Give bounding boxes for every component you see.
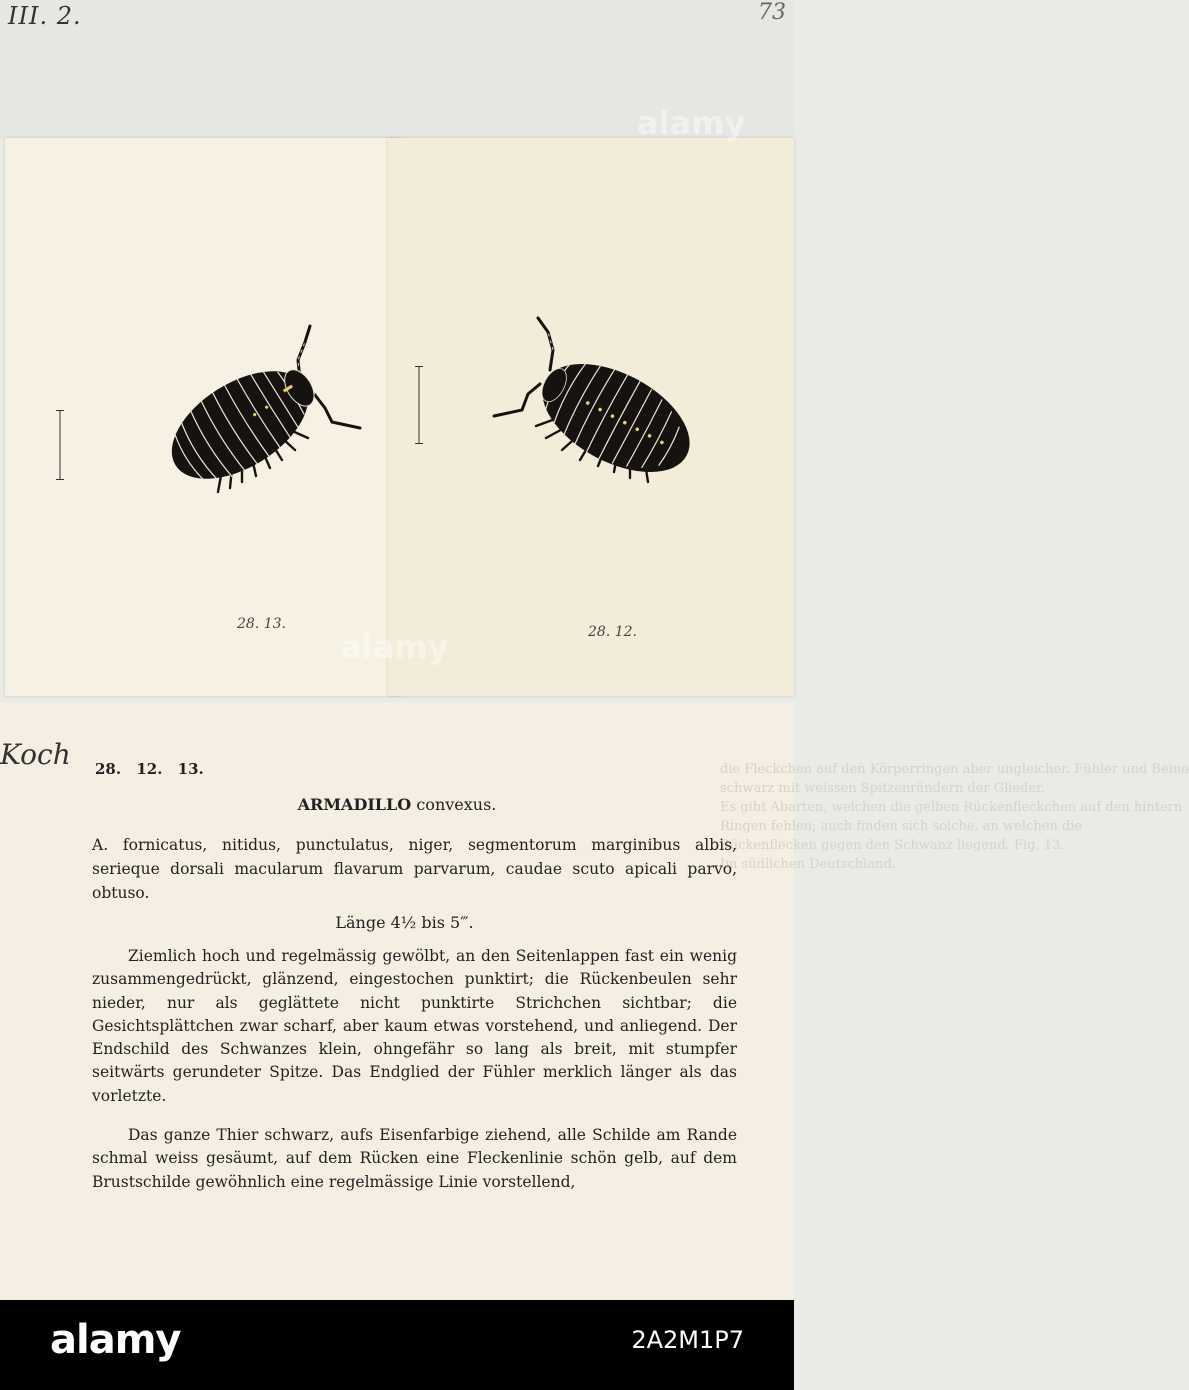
brand-logo: alamy <box>50 1317 181 1363</box>
margin-annotation: Koch <box>0 738 71 771</box>
woodlouse-specimen-right <box>488 310 703 515</box>
description-paragraph-1: Ziemlich hoch und regelmässig gewölbt, an den Seitenlappen fast ein wenig zusammengedrückt, glänzend, eingestochen punktirt; die Rückenbeulen sehr nieder, nur als geglättete nicht punktirte Strichchen sichtbar; die Gesichtsplättchen zwar scharf, aber kaum etwas vorstehend, und anliegend. Der Endschild des Schwanzes klein, ohngefähr so lang als breit, mit stumpfer seitwärts gerundeter Spitze. Das Endglied der Fühler merklich länger als das vorletzte. <box>92 947 737 1105</box>
plate-dates: 28. 12. 13. <box>95 760 204 778</box>
bleed-line: Im südlichen Deutschland. <box>720 857 896 872</box>
plate-left <box>5 138 401 696</box>
species-title <box>0 795 794 814</box>
plate-number-right: 28. 12. <box>588 624 637 640</box>
body-length: Länge 4½ bis 5‴. <box>335 913 474 932</box>
genus-name: ARMADILLO <box>297 795 412 814</box>
image-id: 2A2M1P7 <box>631 1326 744 1354</box>
bleed-line: Ringen fehlen; auch finden sich solche, an welchen die <box>720 819 1083 834</box>
species-name: convexus. <box>416 795 497 814</box>
plate-mark: III. 2. <box>8 2 82 30</box>
bleed-line: schwarz mit weissen Spitzenrändern der Glieder. <box>720 781 1046 796</box>
plate-number-left: 28. 13. <box>237 616 286 632</box>
latin-diagnosis: A. fornicatus, nitidus, punctulatus, niger, segmentorum marginibus albis, serieque dorsali macularum flavarum parvarum, caudae scuto apicali parvo, obtuso. <box>92 836 737 902</box>
plate-right <box>388 138 794 696</box>
bleed-line: Es gibt Abarten, welchen die gelben Rückenfleckchen auf den hintern <box>720 800 1183 815</box>
page-number: 73 <box>758 0 786 25</box>
watermark-logo: alamy <box>637 104 746 142</box>
watermark-logo-center: alamy <box>340 628 449 666</box>
scale-bar-left <box>55 410 65 482</box>
scale-bar-right <box>414 366 424 446</box>
description-paragraph-2: Das ganze Thier schwarz, aufs Eisenfarbige ziehend, alle Schilde am Rande schmal weiss gesäumt, auf dem Rücken eine Fleckenlinie schön gelb, auf dem Brustschilde gewöhnlich eine regelmässige Linie vorstellend, <box>92 1126 737 1191</box>
woodlouse-specimen-left <box>160 320 375 520</box>
bleed-line: die Fleckchen auf den Körperringen aber ungleicher. Fühler und Beine <box>720 762 1189 777</box>
bleed-line: Rückenflecken gegen den Schwanz liegend. Fig. 13. <box>720 838 1065 853</box>
